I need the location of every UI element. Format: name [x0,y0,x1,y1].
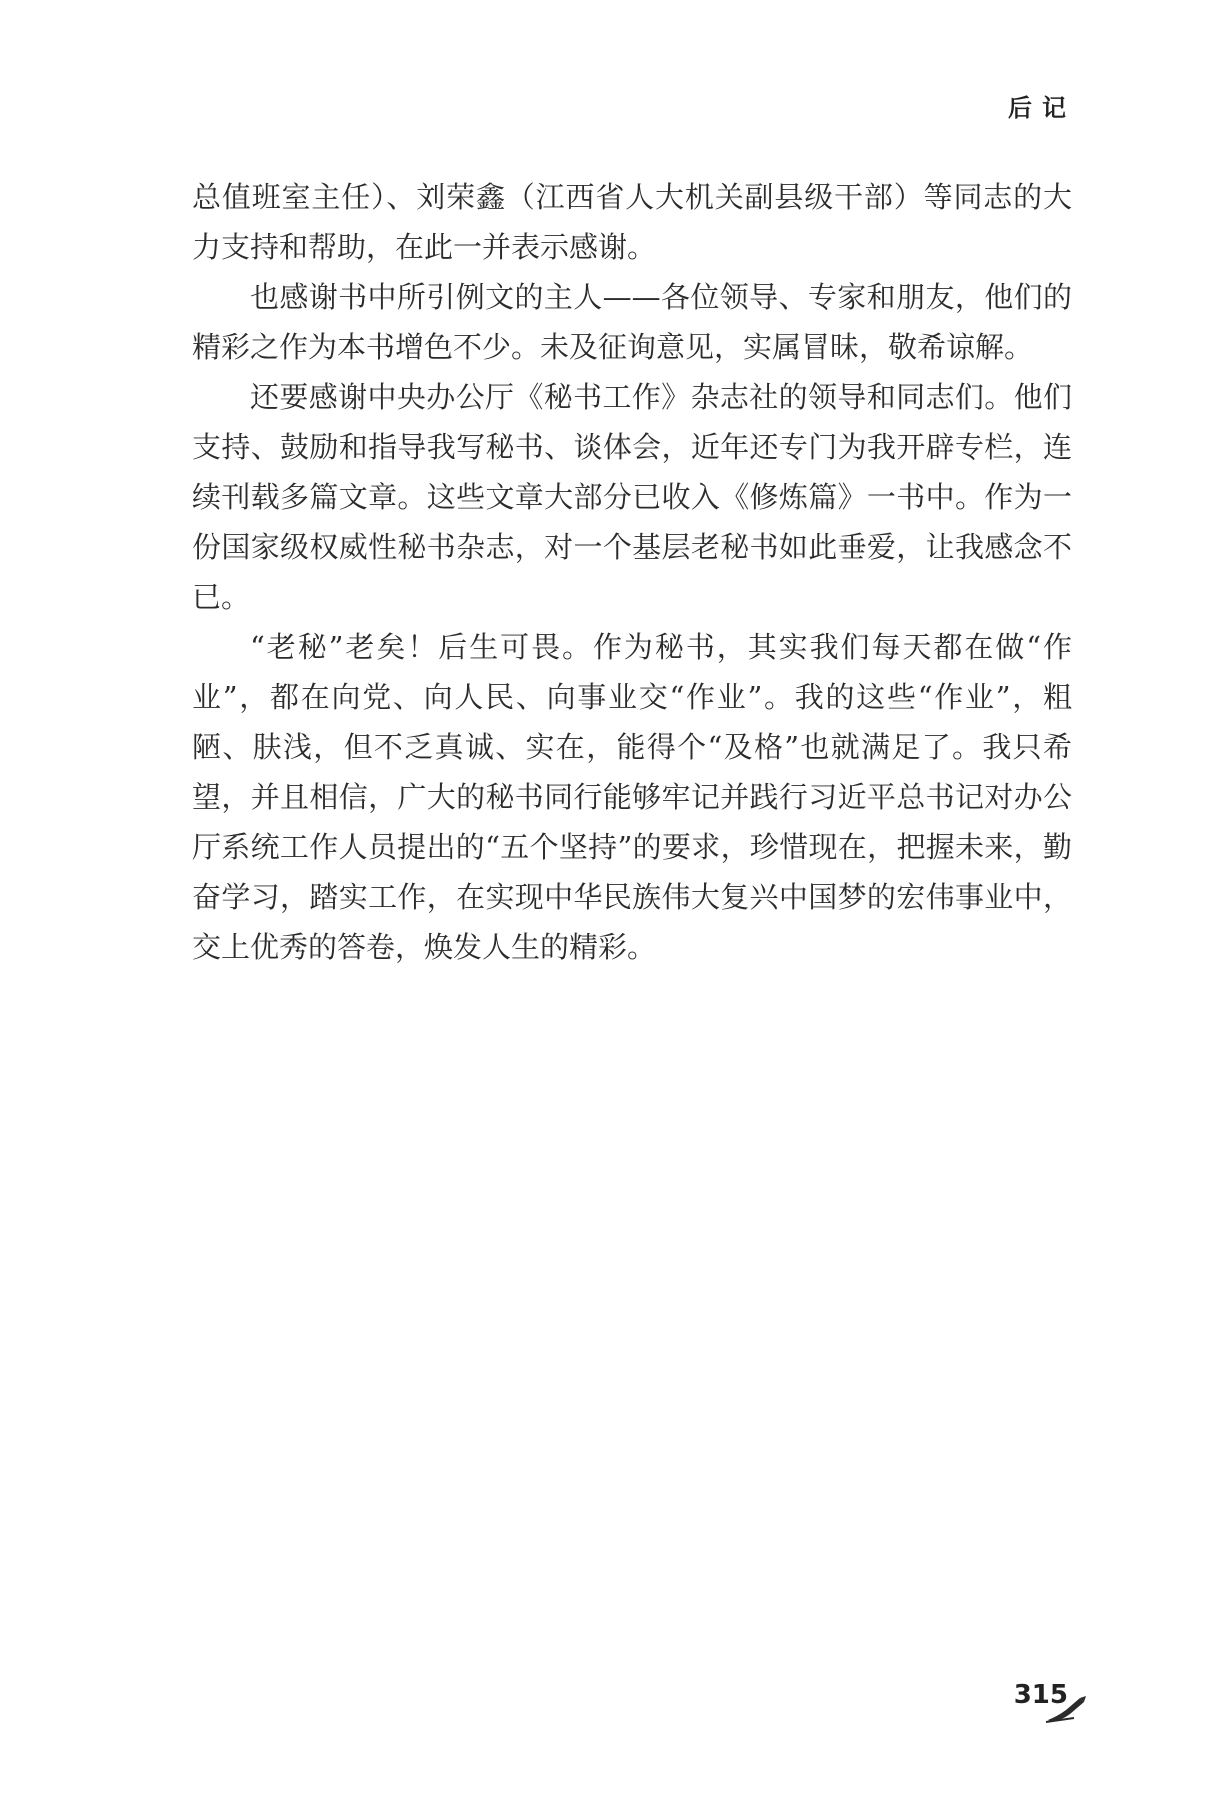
paragraph-4: “老秘”老矣！后生可畏。作为秘书，其实我们每天都在做“作业”，都在向党、向人民、向事业交“作业”。我的这些“作业”，粗陋、肤浅，但不乏真诚、实在，能得个“及格”也就满足了。我只希望，并且相信，广大的秘书同行能够牢记并践行习近平总书记对办公厅系统工作人员提出的“五个坚持”的要求，珍惜现在，把握未来，勤奋学习，踏实工作，在实现中华民族伟大复兴中国梦的宏伟事业中，交上优秀的答卷，焕发人生的精彩。 [192,630,1072,964]
page-number: 315 [1013,1680,1068,1710]
paragraph-2: 也感谢书中所引例文的主人——各位领导、专家和朋友，他们的精彩之作为本书增色不少。未及征询意见，实属冒昧，敬希谅解。 [192,280,1072,364]
running-head: 后记 [1008,94,1076,122]
pen-nib-icon [1044,1694,1088,1724]
body-text [192,172,1072,972]
paragraph-3: 还要感谢中央办公厅《秘书工作》杂志社的领导和同志们。他们支持、鼓励和指导我写秘书、谈体会，近年还专门为我开辟专栏，连续刊载多篇文章。这些文章大部分已收入《修炼篇》一书中。作为一份国家级权威性秘书杂志，对一个基层老秘书如此垂爱，让我感念不已。 [192,380,1072,614]
paragraph-1: 总值班室主任）、刘荣鑫（江西省人大机关副县级干部）等同志的大力支持和帮助，在此一并表示感谢。 [192,180,1072,264]
